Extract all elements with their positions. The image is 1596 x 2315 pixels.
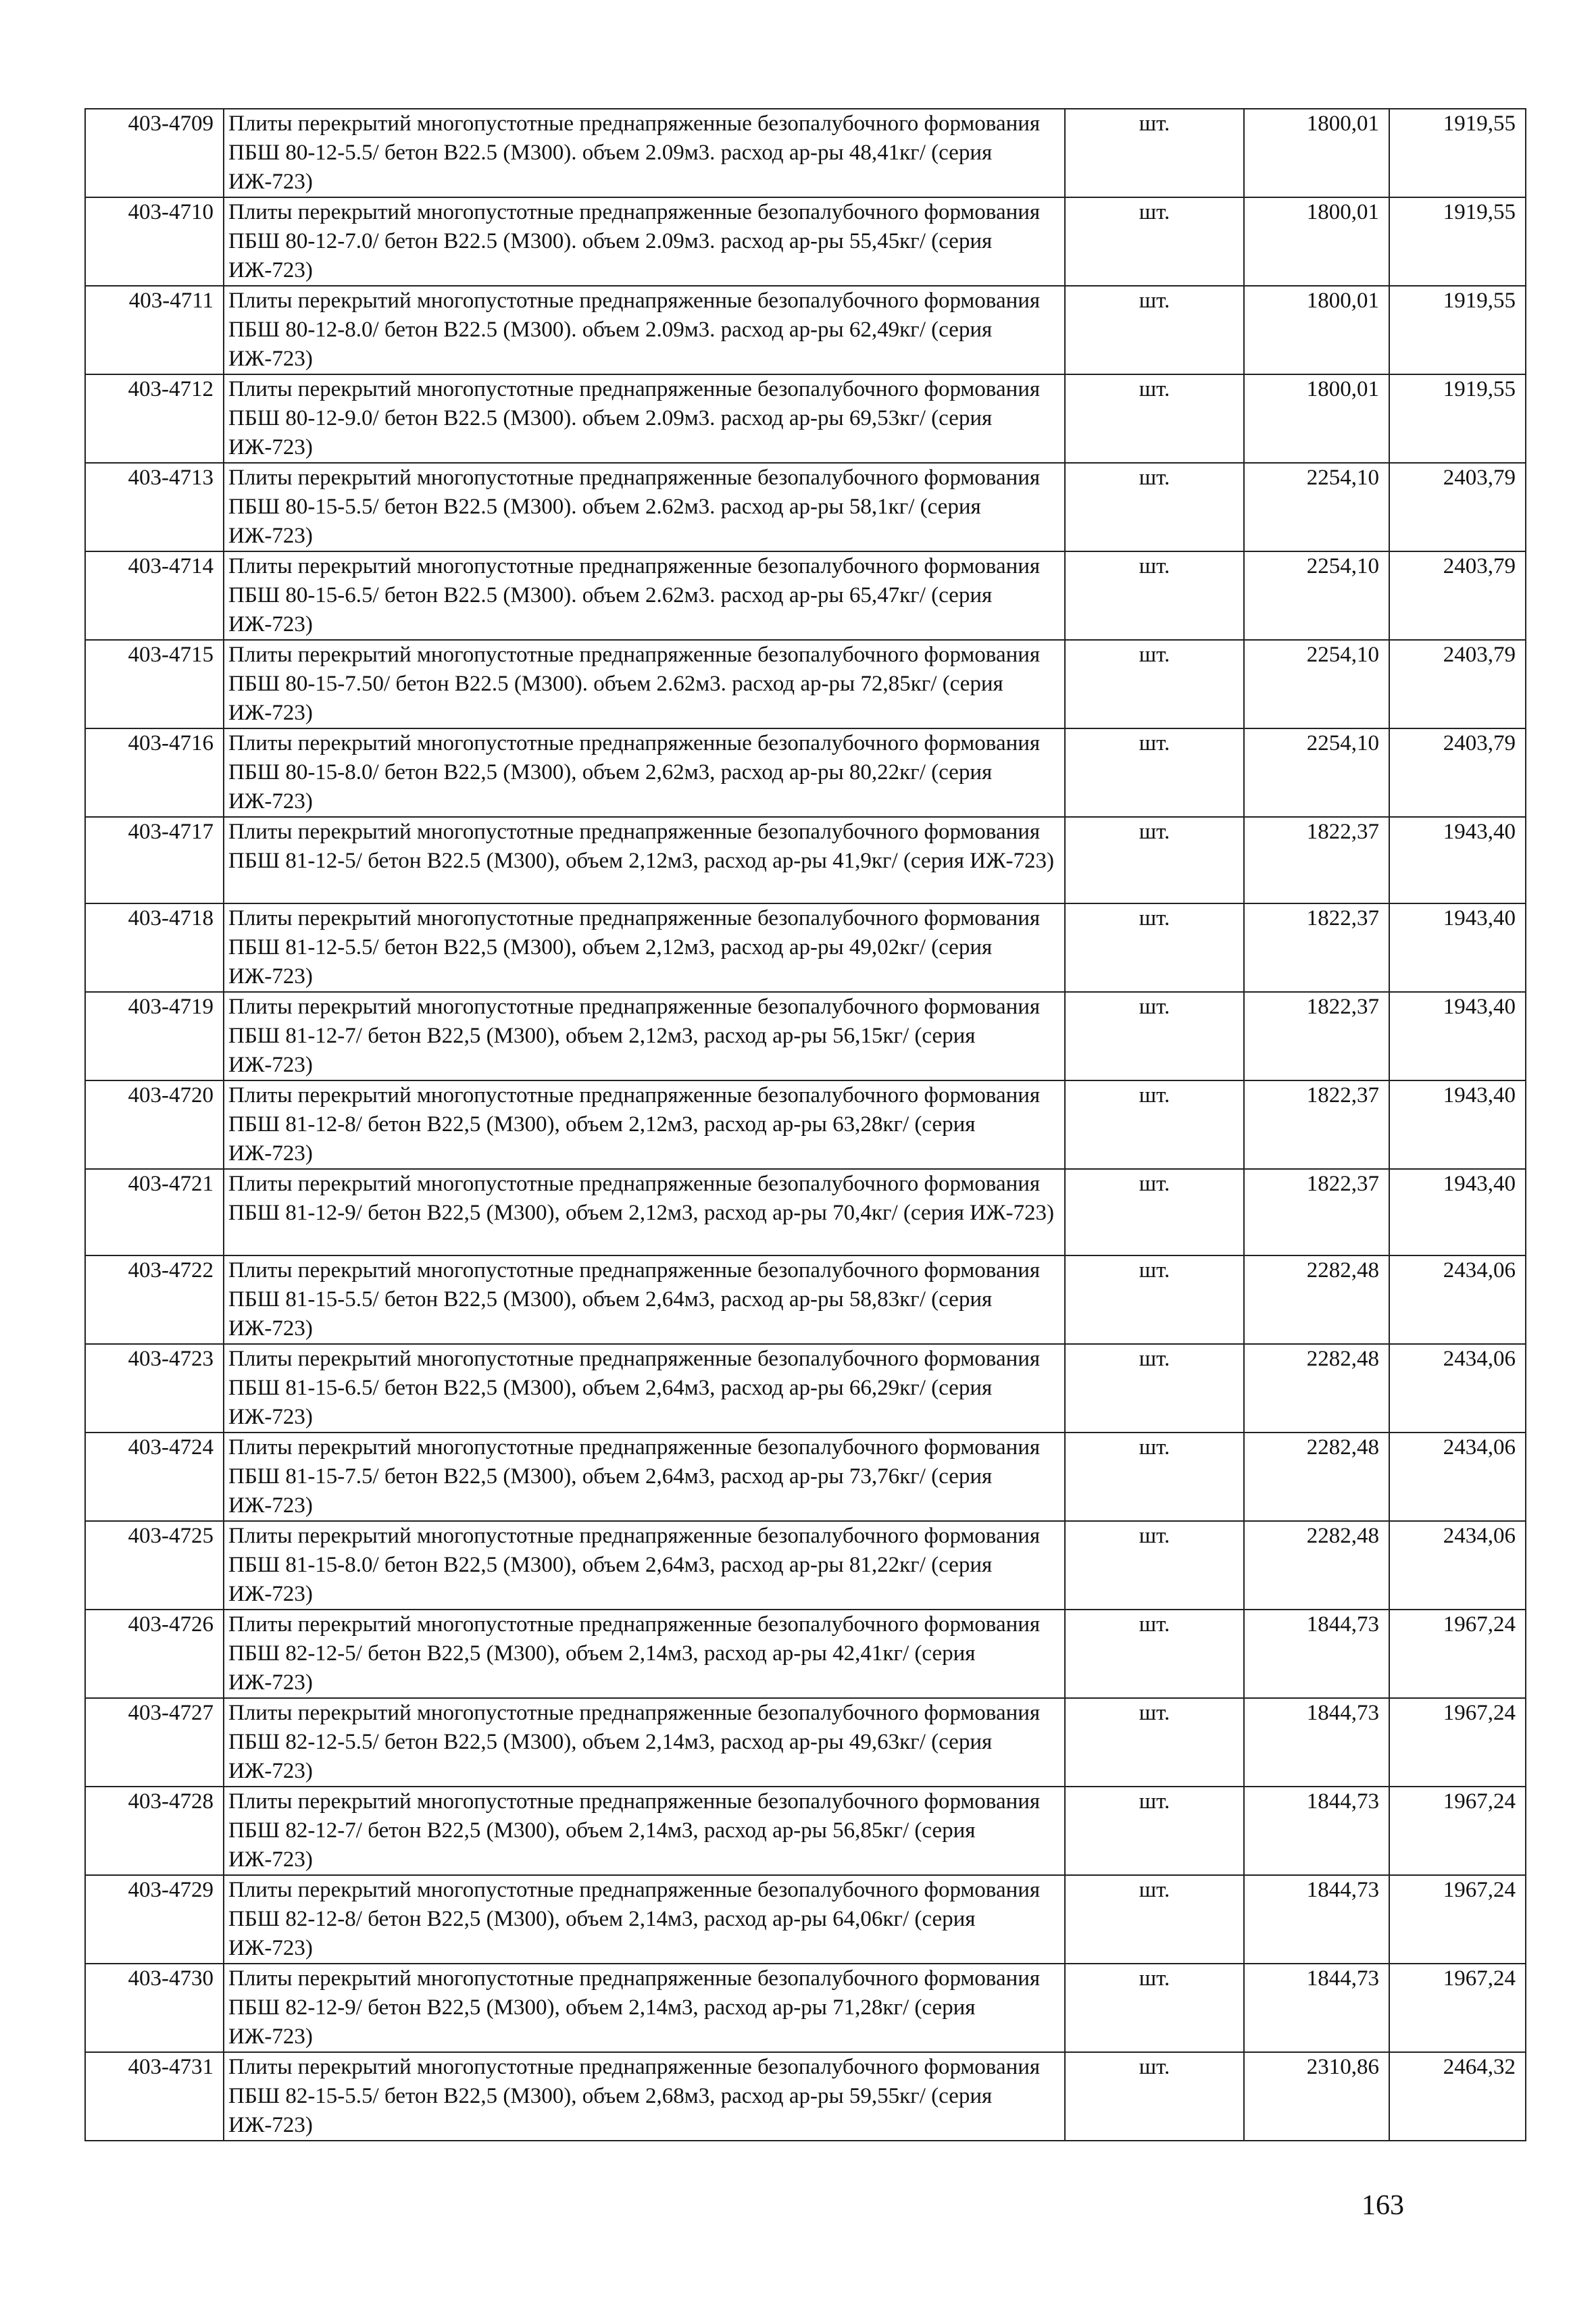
item-description: Плиты перекрытий многопустотные преднапряженные безопалубочного формования ПБШ 80-12-9.0/ бетон В22.5 (М300). объем 2.09м3. расход ар-ры 69,53кг/ (серия ИЖ-723) bbox=[224, 374, 1065, 463]
item-code: 403-4727 bbox=[85, 1698, 224, 1787]
table-row bbox=[85, 1080, 1526, 1169]
table-row bbox=[85, 2052, 1526, 2141]
item-price-1: 1822,37 bbox=[1244, 817, 1389, 903]
item-description: Плиты перекрытий многопустотные преднапряженные безопалубочного формования ПБШ 81-12-5/ бетон В22.5 (М300), объем 2,12м3, расход ар-ры 41,9кг/ (серия ИЖ-723) bbox=[224, 817, 1065, 903]
item-price-1: 1800,01 bbox=[1244, 197, 1389, 286]
table-row bbox=[85, 374, 1526, 463]
table-row bbox=[85, 1344, 1526, 1433]
table-row bbox=[85, 109, 1526, 197]
item-price-1: 2282,48 bbox=[1244, 1255, 1389, 1344]
item-price-2: 2434,06 bbox=[1389, 1521, 1526, 1610]
item-price-1: 2254,10 bbox=[1244, 551, 1389, 640]
item-price-1: 1844,73 bbox=[1244, 1698, 1389, 1787]
item-description: Плиты перекрытий многопустотные преднапряженные безопалубочного формования ПБШ 82-12-9/ бетон В22,5 (М300), объем 2,14м3, расход ар-ры 71,28кг/ (серия ИЖ-723) bbox=[224, 1964, 1065, 2052]
item-price-1: 1822,37 bbox=[1244, 1169, 1389, 1255]
item-unit: шт. bbox=[1065, 728, 1244, 817]
item-description: Плиты перекрытий многопустотные преднапряженные безопалубочного формования ПБШ 80-12-7.0/ бетон В22.5 (М300). объем 2.09м3. расход ар-ры 55,45кг/ (серия ИЖ-723) bbox=[224, 197, 1065, 286]
item-code: 403-4724 bbox=[85, 1433, 224, 1521]
item-unit: шт. bbox=[1065, 1964, 1244, 2052]
item-unit: шт. bbox=[1065, 1610, 1244, 1698]
item-description: Плиты перекрытий многопустотные преднапряженные безопалубочного формования ПБШ 80-15-5.5/ бетон В22.5 (М300). объем 2.62м3. расход ар-ры 58,1кг/ (серия ИЖ-723) bbox=[224, 463, 1065, 551]
item-price-2: 1919,55 bbox=[1389, 109, 1526, 197]
item-price-2: 1943,40 bbox=[1389, 1080, 1526, 1169]
table-row bbox=[85, 1964, 1526, 2052]
item-price-1: 2254,10 bbox=[1244, 463, 1389, 551]
table-row bbox=[85, 286, 1526, 374]
item-description: Плиты перекрытий многопустотные преднапряженные безопалубочного формования ПБШ 81-15-8.0/ бетон В22,5 (М300), объем 2,64м3, расход ар-ры 81,22кг/ (серия ИЖ-723) bbox=[224, 1521, 1065, 1610]
item-unit: шт. bbox=[1065, 374, 1244, 463]
table-row bbox=[85, 1169, 1526, 1255]
table-row bbox=[85, 1875, 1526, 1964]
item-description: Плиты перекрытий многопустотные преднапряженные безопалубочного формования ПБШ 81-15-5.5/ бетон В22,5 (М300), объем 2,64м3, расход ар-ры 58,83кг/ (серия ИЖ-723) bbox=[224, 1255, 1065, 1344]
table-row bbox=[85, 197, 1526, 286]
item-description: Плиты перекрытий многопустотные преднапряженные безопалубочного формования ПБШ 80-12-8.0/ бетон В22.5 (М300). объем 2.09м3. расход ар-ры 62,49кг/ (серия ИЖ-723) bbox=[224, 286, 1065, 374]
item-price-2: 1967,24 bbox=[1389, 1787, 1526, 1875]
item-price-1: 1800,01 bbox=[1244, 109, 1389, 197]
item-price-1: 2310,86 bbox=[1244, 2052, 1389, 2141]
item-description: Плиты перекрытий многопустотные преднапряженные безопалубочного формования ПБШ 80-12-5.5/ бетон В22.5 (М300). объем 2.09м3. расход ар-ры 48,41кг/ (серия ИЖ-723) bbox=[224, 109, 1065, 197]
item-unit: шт. bbox=[1065, 1433, 1244, 1521]
item-price-2: 1919,55 bbox=[1389, 374, 1526, 463]
item-code: 403-4712 bbox=[85, 374, 224, 463]
item-description: Плиты перекрытий многопустотные преднапряженные безопалубочного формования ПБШ 81-12-7/ бетон В22,5 (М300), объем 2,12м3, расход ар-ры 56,15кг/ (серия ИЖ-723) bbox=[224, 992, 1065, 1080]
item-description: Плиты перекрытий многопустотные преднапряженные безопалубочного формования ПБШ 82-12-7/ бетон В22,5 (М300), объем 2,14м3, расход ар-ры 56,85кг/ (серия ИЖ-723) bbox=[224, 1787, 1065, 1875]
item-price-1: 1800,01 bbox=[1244, 286, 1389, 374]
table-row bbox=[85, 1255, 1526, 1344]
item-unit: шт. bbox=[1065, 640, 1244, 728]
table-row bbox=[85, 903, 1526, 992]
item-price-1: 2254,10 bbox=[1244, 728, 1389, 817]
table-row bbox=[85, 463, 1526, 551]
item-price-2: 1919,55 bbox=[1389, 197, 1526, 286]
item-unit: шт. bbox=[1065, 992, 1244, 1080]
item-unit: шт. bbox=[1065, 1787, 1244, 1875]
item-price-1: 1822,37 bbox=[1244, 1080, 1389, 1169]
item-description: Плиты перекрытий многопустотные преднапряженные безопалубочного формования ПБШ 81-12-8/ бетон В22,5 (М300), объем 2,12м3, расход ар-ры 63,28кг/ (серия ИЖ-723) bbox=[224, 1080, 1065, 1169]
item-description: Плиты перекрытий многопустотные преднапряженные безопалубочного формования ПБШ 81-12-9/ бетон В22,5 (М300), объем 2,12м3, расход ар-ры 70,4кг/ (серия ИЖ-723) bbox=[224, 1169, 1065, 1255]
item-price-1: 2282,48 bbox=[1244, 1521, 1389, 1610]
item-price-1: 1844,73 bbox=[1244, 1787, 1389, 1875]
table-row bbox=[85, 640, 1526, 728]
item-price-2: 1943,40 bbox=[1389, 817, 1526, 903]
item-description: Плиты перекрытий многопустотные преднапряженные безопалубочного формования ПБШ 82-15-5.5/ бетон В22,5 (М300), объем 2,68м3, расход ар-ры 59,55кг/ (серия ИЖ-723) bbox=[224, 2052, 1065, 2141]
item-unit: шт. bbox=[1065, 1875, 1244, 1964]
item-description: Плиты перекрытий многопустотные преднапряженные безопалубочного формования ПБШ 80-15-8.0/ бетон В22,5 (М300), объем 2,62м3, расход ар-ры 80,22кг/ (серия ИЖ-723) bbox=[224, 728, 1065, 817]
item-price-2: 1943,40 bbox=[1389, 992, 1526, 1080]
item-price-1: 1844,73 bbox=[1244, 1964, 1389, 2052]
item-code: 403-4714 bbox=[85, 551, 224, 640]
item-code: 403-4731 bbox=[85, 2052, 224, 2141]
item-price-2: 1967,24 bbox=[1389, 1964, 1526, 2052]
item-price-2: 2464,32 bbox=[1389, 2052, 1526, 2141]
item-code: 403-4711 bbox=[85, 286, 224, 374]
item-price-2: 2403,79 bbox=[1389, 551, 1526, 640]
item-unit: шт. bbox=[1065, 1169, 1244, 1255]
item-description: Плиты перекрытий многопустотные преднапряженные безопалубочного формования ПБШ 82-12-5.5/ бетон В22,5 (М300), объем 2,14м3, расход ар-ры 49,63кг/ (серия ИЖ-723) bbox=[224, 1698, 1065, 1787]
item-price-2: 1919,55 bbox=[1389, 286, 1526, 374]
table-row bbox=[85, 1787, 1526, 1875]
item-code: 403-4717 bbox=[85, 817, 224, 903]
item-code: 403-4725 bbox=[85, 1521, 224, 1610]
item-code: 403-4728 bbox=[85, 1787, 224, 1875]
item-code: 403-4723 bbox=[85, 1344, 224, 1433]
table-row bbox=[85, 551, 1526, 640]
item-price-1: 1822,37 bbox=[1244, 903, 1389, 992]
item-price-2: 1943,40 bbox=[1389, 1169, 1526, 1255]
item-unit: шт. bbox=[1065, 286, 1244, 374]
item-unit: шт. bbox=[1065, 1698, 1244, 1787]
item-code: 403-4721 bbox=[85, 1169, 224, 1255]
item-unit: шт. bbox=[1065, 197, 1244, 286]
item-price-2: 2403,79 bbox=[1389, 463, 1526, 551]
page-number: 163 bbox=[1362, 2190, 1404, 2221]
item-price-1: 2254,10 bbox=[1244, 640, 1389, 728]
item-price-2: 2434,06 bbox=[1389, 1255, 1526, 1344]
item-price-2: 1943,40 bbox=[1389, 903, 1526, 992]
item-price-2: 1967,24 bbox=[1389, 1698, 1526, 1787]
item-price-2: 2403,79 bbox=[1389, 728, 1526, 817]
price-table bbox=[84, 108, 1526, 2141]
table-row bbox=[85, 1433, 1526, 1521]
item-code: 403-4719 bbox=[85, 992, 224, 1080]
item-code: 403-4718 bbox=[85, 903, 224, 992]
price-table-body bbox=[85, 109, 1526, 2141]
item-code: 403-4716 bbox=[85, 728, 224, 817]
item-price-2: 2403,79 bbox=[1389, 640, 1526, 728]
table-row bbox=[85, 817, 1526, 903]
table-row bbox=[85, 1610, 1526, 1698]
table-row bbox=[85, 728, 1526, 817]
item-unit: шт. bbox=[1065, 1255, 1244, 1344]
item-price-2: 2434,06 bbox=[1389, 1433, 1526, 1521]
item-description: Плиты перекрытий многопустотные преднапряженные безопалубочного формования ПБШ 82-12-8/ бетон В22,5 (М300), объем 2,14м3, расход ар-ры 64,06кг/ (серия ИЖ-723) bbox=[224, 1875, 1065, 1964]
item-price-1: 1800,01 bbox=[1244, 374, 1389, 463]
item-unit: шт. bbox=[1065, 463, 1244, 551]
item-price-1: 1844,73 bbox=[1244, 1610, 1389, 1698]
item-code: 403-4715 bbox=[85, 640, 224, 728]
item-price-1: 2282,48 bbox=[1244, 1344, 1389, 1433]
item-description: Плиты перекрытий многопустотные преднапряженные безопалубочного формования ПБШ 80-15-7.50/ бетон В22.5 (М300). объем 2.62м3. расход ар-ры 72,85кг/ (серия ИЖ-723) bbox=[224, 640, 1065, 728]
item-unit: шт. bbox=[1065, 1080, 1244, 1169]
table-row bbox=[85, 1521, 1526, 1610]
item-unit: шт. bbox=[1065, 817, 1244, 903]
item-description: Плиты перекрытий многопустотные преднапряженные безопалубочного формования ПБШ 81-15-7.5/ бетон В22,5 (М300), объем 2,64м3, расход ар-ры 73,76кг/ (серия ИЖ-723) bbox=[224, 1433, 1065, 1521]
item-description: Плиты перекрытий многопустотные преднапряженные безопалубочного формования ПБШ 81-15-6.5/ бетон В22,5 (М300), объем 2,64м3, расход ар-ры 66,29кг/ (серия ИЖ-723) bbox=[224, 1344, 1065, 1433]
item-unit: шт. bbox=[1065, 551, 1244, 640]
item-unit: шт. bbox=[1065, 1344, 1244, 1433]
item-description: Плиты перекрытий многопустотные преднапряженные безопалубочного формования ПБШ 80-15-6.5/ бетон В22.5 (М300). объем 2.62м3. расход ар-ры 65,47кг/ (серия ИЖ-723) bbox=[224, 551, 1065, 640]
item-code: 403-4709 bbox=[85, 109, 224, 197]
item-price-2: 2434,06 bbox=[1389, 1344, 1526, 1433]
item-unit: шт. bbox=[1065, 109, 1244, 197]
item-code: 403-4729 bbox=[85, 1875, 224, 1964]
item-price-2: 1967,24 bbox=[1389, 1610, 1526, 1698]
item-price-1: 1822,37 bbox=[1244, 992, 1389, 1080]
item-code: 403-4713 bbox=[85, 463, 224, 551]
item-price-2: 1967,24 bbox=[1389, 1875, 1526, 1964]
item-code: 403-4710 bbox=[85, 197, 224, 286]
item-price-1: 2282,48 bbox=[1244, 1433, 1389, 1521]
item-unit: шт. bbox=[1065, 1521, 1244, 1610]
item-unit: шт. bbox=[1065, 903, 1244, 992]
item-code: 403-4722 bbox=[85, 1255, 224, 1344]
table-row bbox=[85, 1698, 1526, 1787]
item-code: 403-4726 bbox=[85, 1610, 224, 1698]
item-code: 403-4720 bbox=[85, 1080, 224, 1169]
item-unit: шт. bbox=[1065, 2052, 1244, 2141]
item-description: Плиты перекрытий многопустотные преднапряженные безопалубочного формования ПБШ 81-12-5.5/ бетон В22,5 (М300), объем 2,12м3, расход ар-ры 49,02кг/ (серия ИЖ-723) bbox=[224, 903, 1065, 992]
item-code: 403-4730 bbox=[85, 1964, 224, 2052]
table-row bbox=[85, 992, 1526, 1080]
item-price-1: 1844,73 bbox=[1244, 1875, 1389, 1964]
item-description: Плиты перекрытий многопустотные преднапряженные безопалубочного формования ПБШ 82-12-5/ бетон В22,5 (М300), объем 2,14м3, расход ар-ры 42,41кг/ (серия ИЖ-723) bbox=[224, 1610, 1065, 1698]
